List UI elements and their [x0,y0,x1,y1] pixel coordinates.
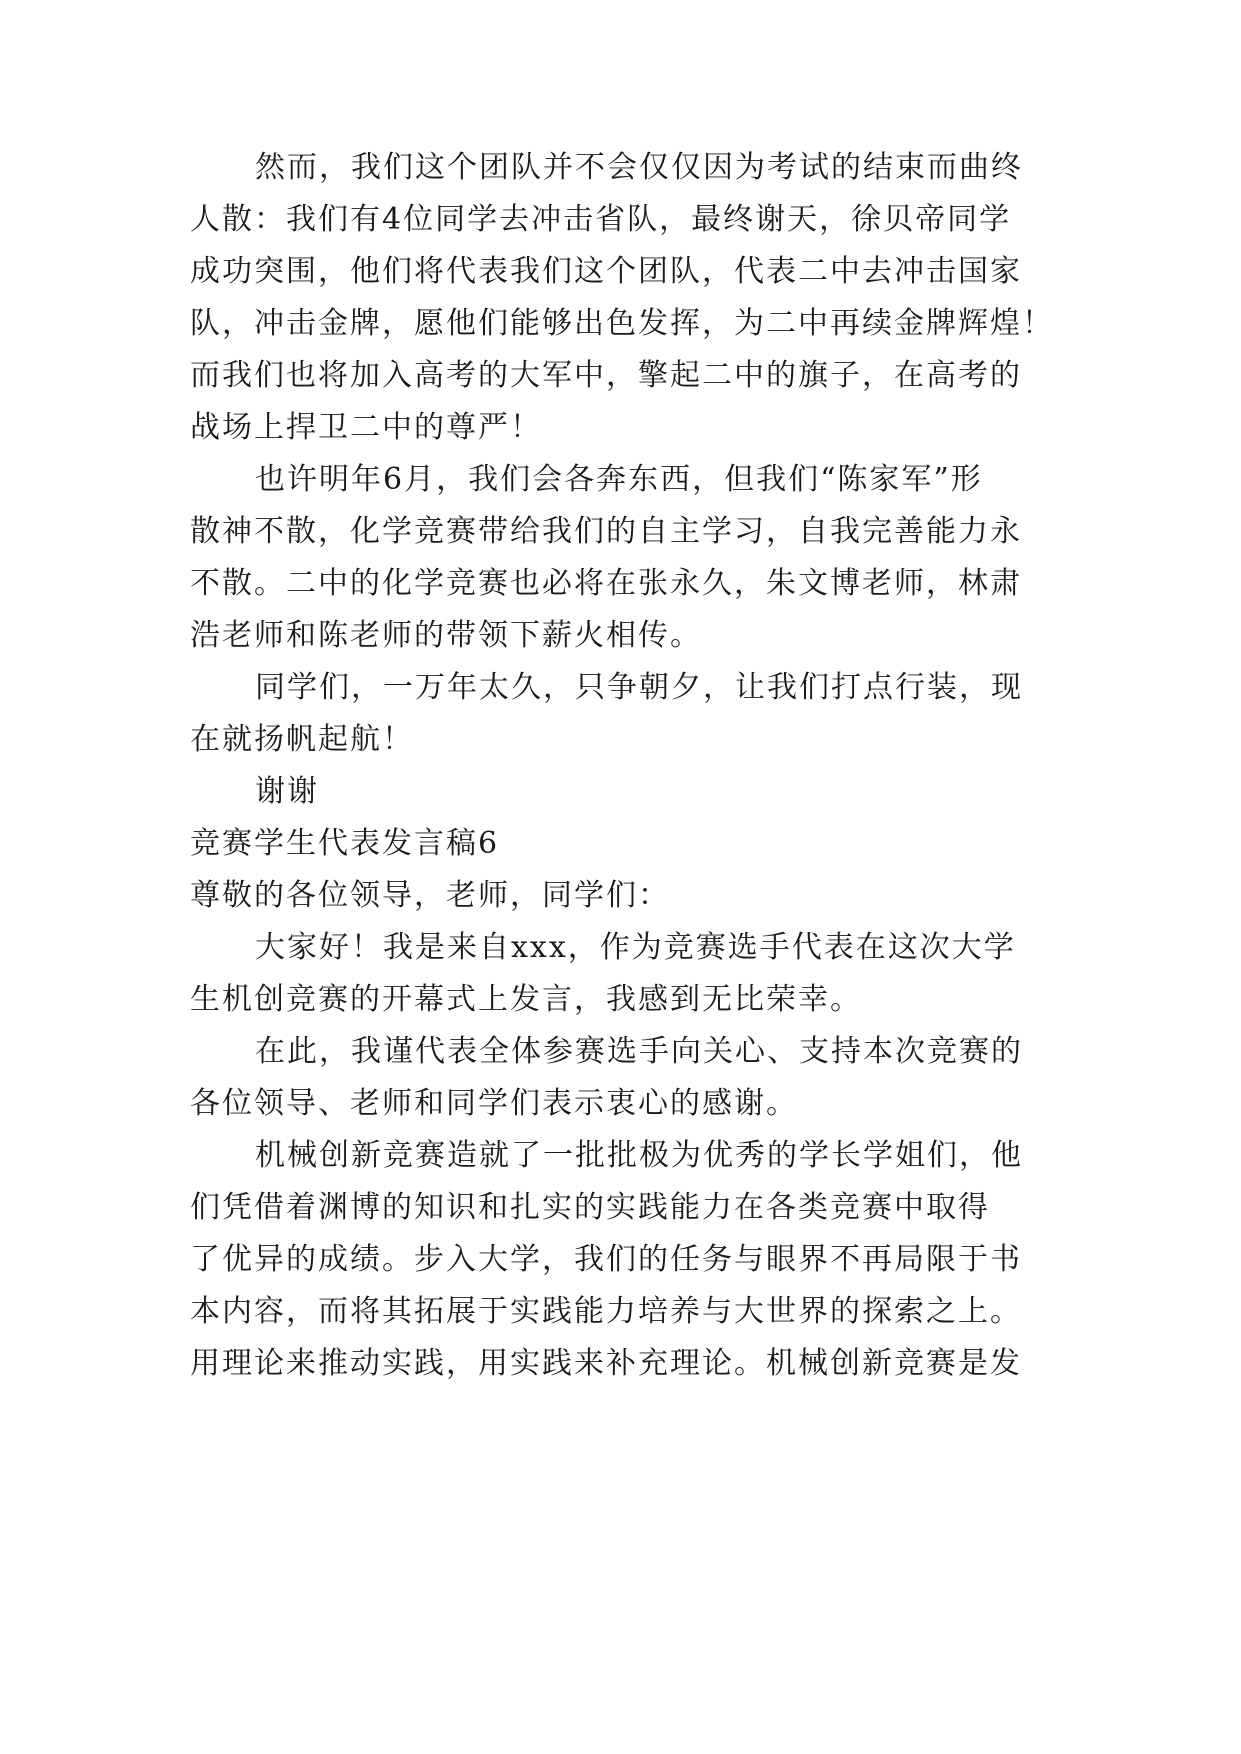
paragraph-line: 人散：我们有4位同学去冲击省队，最终谢天，徐贝帝同学 [190,202,1012,237]
paragraph-line: 也许明年6月，我们会各奔东西，但我们“陈家军”形 [255,462,983,497]
paragraph-line: 大家好！我是来自xxx，作为竞赛选手代表在这次大学 [255,930,1016,965]
paragraph-line: 各位领导、老师和同学们表示衷心的感谢。 [190,1086,798,1121]
paragraph-line: 了优异的成绩。步入大学，我们的任务与眼界不再局限于书 [190,1242,1022,1277]
paragraph-line: 在就扬帆起航！ [190,722,414,757]
salutation: 尊敬的各位领导，老师，同学们： [190,878,670,913]
paragraph-line: 成功突围，他们将代表我们这个团队，代表二中去冲击国家 [190,254,1022,289]
paragraph-line: 散神不散，化学竞赛带给我们的自主学习，自我完善能力永 [190,514,1022,549]
paragraph-line: 然而，我们这个团队并不会仅仅因为考试的结束而曲终 [255,150,1023,185]
paragraph-line: 浩老师和陈老师的带领下薪火相传。 [190,618,702,653]
paragraph-line: 队，冲击金牌，愿他们能够出色发挥，为二中再续金牌辉煌！ [190,306,1054,341]
paragraph-line: 生机创竞赛的开幕式上发言，我感到无比荣幸。 [190,982,862,1017]
closing-line: 谢谢 [255,774,319,809]
paragraph-line: 不散。二中的化学竞赛也必将在张永久，朱文博老师，林肃 [190,566,1022,601]
paragraph-line: 机械创新竞赛造就了一批批极为优秀的学长学姐们，他 [255,1138,1023,1173]
paragraph-line: 战场上捍卫二中的尊严！ [190,410,542,445]
paragraph-line: 而我们也将加入高考的大军中，擎起二中的旗子，在高考的 [190,358,1022,393]
section-title: 竞赛学生代表发言稿6 [190,826,500,861]
paragraph-line: 本内容，而将其拓展于实践能力培养与大世界的探索之上。 [190,1294,1022,1329]
paragraph-line: 在此，我谨代表全体参赛选手向关心、支持本次竞赛的 [255,1034,1023,1069]
paragraph-line: 同学们，一万年太久，只争朝夕，让我们打点行装，现 [255,670,1023,705]
paragraph-line: 用理论来推动实践，用实践来补充理论。机械创新竞赛是发 [190,1346,1022,1381]
paragraph-line: 们凭借着渊博的知识和扎实的实践能力在各类竞赛中取得 [190,1190,990,1225]
